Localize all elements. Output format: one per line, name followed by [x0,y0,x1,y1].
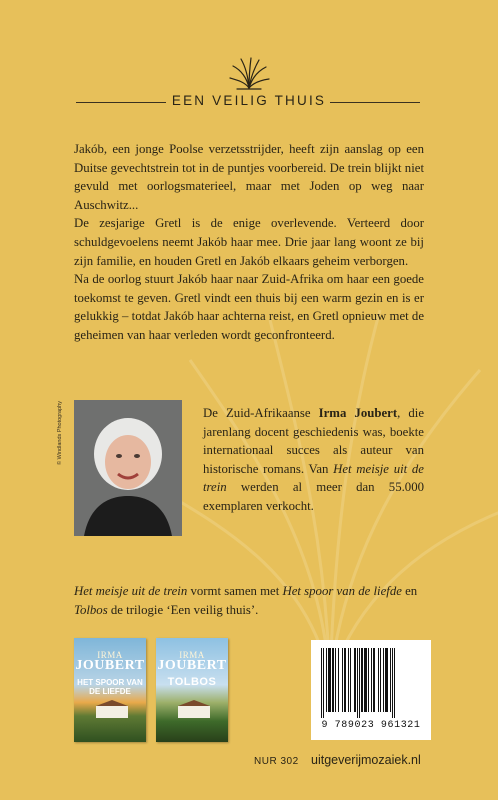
barcode-bar [354,648,356,712]
barcode-bar [326,648,327,712]
barcode-bar [338,648,339,712]
blurb-paragraph: Na de oorlog stuurt Jakób haar naar Zuid-Afrika om haar een goede toekomst te geven. Gretl vindt een thuis bij een warm gezin en is er gelukkig – totdat Jakób haar achterna reist, en Gretl opnieuw met de geheimen van haar verleden wordt geconfronteerd. [74,272,424,342]
barcode-bar [383,648,384,712]
bio-text: , die jarenlang docent geschiedenis was, boekte internationaal succes als auteur van historische romans. Van [203,406,424,476]
barcode-bars [319,648,423,718]
barcode-bar [394,648,395,718]
barcode-bar [361,648,363,712]
barcode-bar [390,648,391,712]
barcode-bar [385,648,388,712]
bio-author-name: Irma Joubert [318,406,398,420]
photo-credit: © Windlands Photography [57,401,63,465]
author-portrait-image [74,400,182,536]
back-cover-blurb [74,140,424,345]
title-rule-right [330,102,420,103]
nur-code: NUR 302 [254,756,299,767]
barcode-bar [373,648,375,712]
book-author-first: IRMA [179,650,205,660]
protea-emblem-icon [227,56,271,92]
barcode-bar [359,648,360,718]
trilogy-title: Tolbos [74,602,108,617]
barcode-bar [344,648,346,712]
trilogy-title: Het spoor van de liefde [282,584,402,598]
series-title: EEN VEILIG THUIS [171,93,327,108]
barcode-bar [364,648,367,712]
house-illustration [178,706,210,718]
barcode-bar [371,648,372,712]
barcode-bar [328,648,331,712]
bio-book-title: Het meisje uit de trein [203,461,424,495]
barcode-bar [368,648,369,712]
book-cover-het-spoor-van-de-liefde [74,638,146,742]
author-photo [74,400,182,536]
trilogy-title: Het meisje uit de trein [74,584,188,598]
bio-text: werden al meer dan 55.000 exemplaren verkocht. [203,480,424,513]
barcode-bar [357,648,358,718]
isbn-digits: 9 789023 961321 [321,720,421,731]
trilogy-text: vormt samen met [187,584,283,598]
barcode-bar [335,648,336,712]
publisher-url: uitgeverijmozaiek.nl [311,753,421,767]
house-illustration [96,706,128,718]
trilogy-text: en [401,584,418,598]
book-title: TOLBOS [167,676,217,688]
barcode-bar [378,648,379,712]
barcode-bar [392,648,393,718]
book-author-last: JOUBERT [157,658,227,673]
isbn-barcode [311,640,431,740]
book-author-last: JOUBERT [75,658,145,673]
barcode-bar [332,648,334,712]
barcode-bar [342,648,343,712]
blurb-paragraph: De zesjarige Gretl is de enige overlevende. Verteerd door schuldgevoelens neemt Jakób haar mee. Drie jaar lang woont ze bij zijn familie, en houden Gretl en Jakób elkaars geheim verborgen. [74,216,424,268]
bio-text: De Zuid-Afrikaanse [203,406,319,420]
barcode-bar [321,648,322,718]
book-cover-tolbos [156,638,228,742]
barcode-bar [348,648,349,712]
blurb-paragraph: Jakób, een jonge Poolse verzetsstrijder, heeft zijn aanslag op een Duitse gevechtstrein tot in de puntjes voorbereid. De trein blijkt niet gevuld met oorlogsmaterieel, maar met Joden op weg naar Auschwitz... [74,142,424,212]
trilogy-text: de trilogie ‘Een veilig thuis’. [107,602,259,617]
author-bio [203,404,424,516]
trilogy-note [74,582,434,619]
barcode-bar [323,648,324,718]
barcode-bar [350,648,351,712]
book-author-first: IRMA [97,650,123,660]
book-title: HET SPOOR VAN DE LIEFDE [77,678,143,696]
barcode-bar [380,648,381,712]
